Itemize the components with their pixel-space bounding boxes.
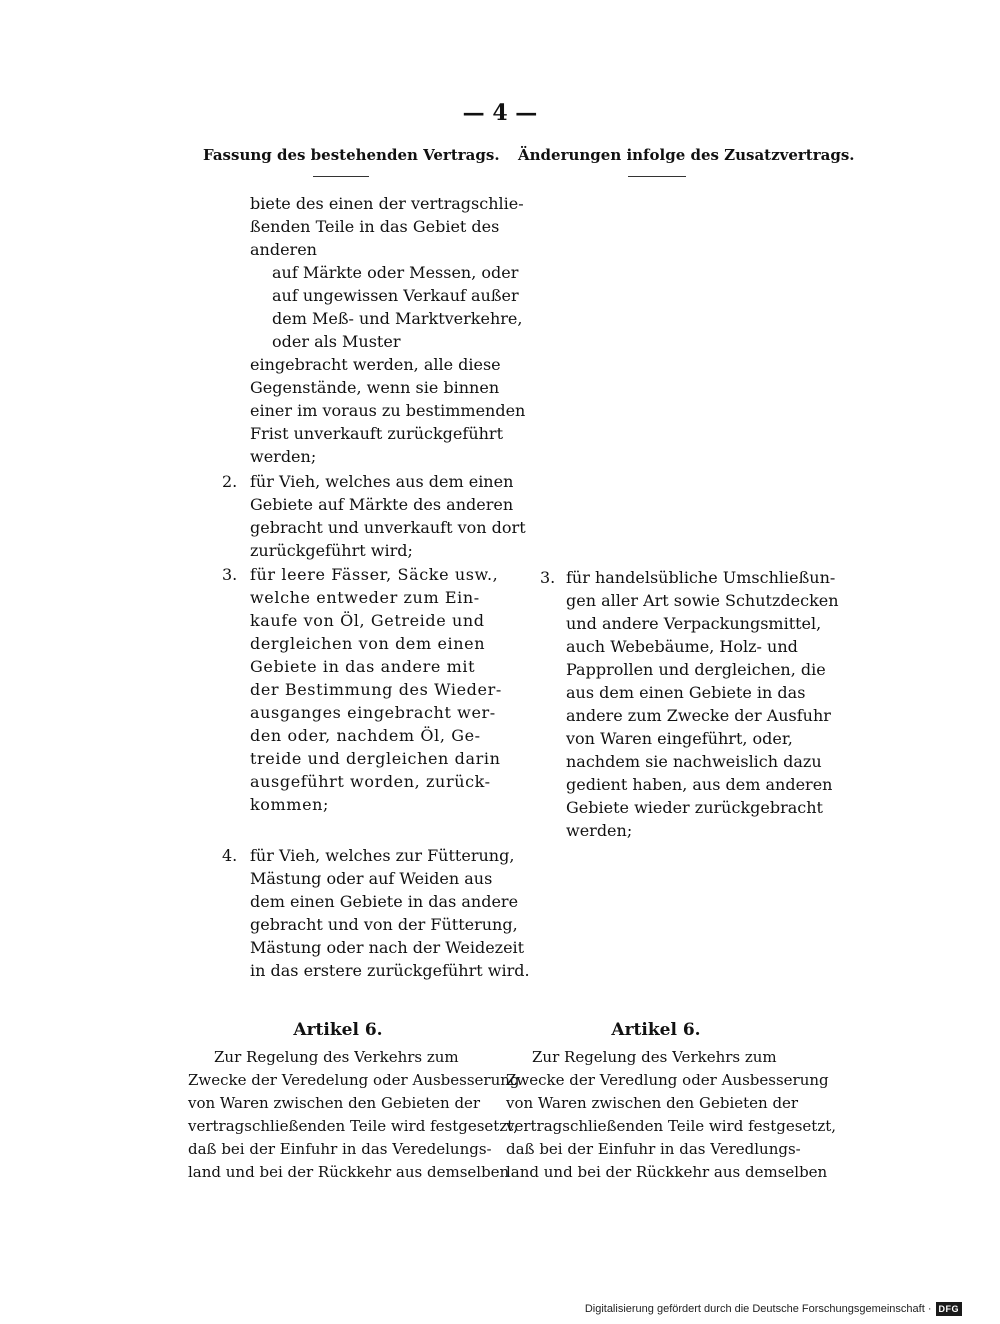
item-number: 3.: [540, 568, 556, 587]
text-line: welche entweder zum Ein-: [250, 588, 480, 607]
right-article-heading: Artikel 6.: [611, 1020, 701, 1040]
item-number: 4.: [222, 846, 238, 865]
left-intro-block: [250, 192, 524, 261]
text-line: und andere Verpackungsmittel,: [566, 614, 822, 633]
dfg-logo-icon: DFG: [936, 1302, 963, 1316]
text-line: dem Meß- und Marktverkehre,: [272, 309, 523, 328]
text-line: werden;: [566, 821, 633, 840]
left-indented-block: [272, 261, 523, 353]
left-item-4: [222, 844, 530, 984]
right-article-body: [506, 1046, 837, 1184]
text-line: vertragschließenden Teile wird festgesetzt,: [506, 1117, 837, 1135]
text-line: von Waren eingeführt, oder,: [566, 729, 793, 748]
page-number: — 4 —: [462, 100, 538, 126]
text-line: daß bei der Einfuhr in das Veredelungs-: [188, 1140, 492, 1158]
text-line: ausganges eingebracht wer-: [250, 703, 496, 722]
footer: [585, 1302, 962, 1316]
left-article-body: [188, 1046, 520, 1184]
text-line: land und bei der Rückkehr aus demselben: [188, 1163, 510, 1181]
text-line: anderen: [250, 240, 317, 259]
text-line: Zwecke der Veredelung oder Ausbesserung: [188, 1071, 520, 1089]
text-line: Zwecke der Veredlung oder Ausbesserung: [506, 1071, 829, 1089]
text-line: für handelsübliche Umschließun-: [566, 568, 836, 587]
text-line: ausgeführt worden, zurück-: [250, 772, 491, 791]
text-line: land und bei der Rückkehr aus demselben: [506, 1163, 828, 1181]
text-line: Frist unverkauft zurückgeführt: [250, 424, 503, 443]
text-line: ßenden Teile in das Gebiet des: [250, 217, 500, 236]
text-line: den oder, nachdem Öl, Ge-: [250, 726, 481, 745]
text-line: dem einen Gebiete in das andere: [250, 892, 519, 911]
text-line: gedient haben, aus dem anderen: [566, 775, 833, 794]
text-line: kommen;: [250, 795, 330, 814]
text-line: daß bei der Einfuhr in das Veredlungs-: [506, 1140, 801, 1158]
left-column-header: Fassung des bestehenden Vertrags.: [203, 146, 500, 164]
left-header-rule: [313, 176, 369, 177]
text-line: aus dem einen Gebiete in das: [566, 683, 806, 702]
footer-text: Digitalisierung gefördert durch die Deutsche Forschungsgemeinschaft ·: [584, 1303, 932, 1315]
right-column-header: Änderungen infolge des Zusatzvertrags.: [518, 146, 855, 164]
text-line: Zur Regelung des Verkehrs zum: [214, 1048, 459, 1066]
text-line: gen aller Art sowie Schutzdecken: [566, 591, 839, 610]
left-continuation-block: [250, 353, 526, 468]
text-line: auf ungewissen Verkauf außer: [272, 286, 519, 305]
text-line: dergleichen von dem einen: [250, 634, 486, 653]
text-line: Papprollen und dergleichen, die: [566, 660, 826, 679]
text-line: andere zum Zwecke der Ausfuhr: [566, 706, 831, 725]
text-line: zurückgeführt wird;: [250, 541, 413, 560]
text-line: Gebiete auf Märkte des anderen: [250, 495, 514, 514]
text-line: von Waren zwischen den Gebieten der: [188, 1094, 481, 1112]
text-line: Mästung oder nach der Weidezeit: [250, 938, 525, 957]
text-line: kaufe von Öl, Getreide und: [250, 611, 485, 630]
text-line: von Waren zwischen den Gebieten der: [506, 1094, 799, 1112]
text-line: vertragschließenden Teile wird festgesetzt,: [188, 1117, 519, 1135]
right-header-rule: [628, 176, 686, 177]
text-line: eingebracht werden, alle diese: [250, 355, 501, 374]
text-line: auf Märkte oder Messen, oder: [272, 263, 519, 282]
left-item-3: [222, 563, 502, 823]
text-line: einer im voraus zu bestimmenden: [250, 401, 526, 420]
left-article-heading: Artikel 6.: [293, 1020, 383, 1040]
text-line: der Bestimmung des Wieder-: [250, 680, 502, 699]
text-line: für Vieh, welches aus dem einen: [250, 472, 514, 491]
text-line: oder als Muster: [272, 332, 401, 351]
text-line: gebracht und von der Fütterung,: [250, 915, 518, 934]
text-line: Gegenstände, wenn sie binnen: [250, 378, 500, 397]
left-item-2: [222, 470, 526, 562]
right-item-3: [540, 566, 839, 846]
text-line: nachdem sie nachweislich dazu: [566, 752, 822, 771]
text-line: Zur Regelung des Verkehrs zum: [532, 1048, 777, 1066]
text-line: Mästung oder auf Weiden aus: [250, 869, 493, 888]
item-number: 3.: [222, 565, 238, 584]
text-line: für Vieh, welches zur Fütterung,: [250, 846, 515, 865]
text-line: auch Webebäume, Holz- und: [566, 637, 798, 656]
item-number: 2.: [222, 472, 238, 491]
text-line: Gebiete wieder zurückgebracht: [566, 798, 823, 817]
text-line: treide und dergleichen darin: [250, 749, 501, 768]
text-line: biete des einen der vertragschlie-: [250, 194, 524, 213]
text-line: für leere Fässer, Säcke usw.,: [250, 565, 499, 584]
text-line: Gebiete in das andere mit: [250, 657, 476, 676]
text-line: in das erstere zurückgeführt wird.: [250, 961, 530, 980]
text-line: gebracht und unverkauft von dort: [250, 518, 526, 537]
text-line: werden;: [250, 447, 317, 466]
